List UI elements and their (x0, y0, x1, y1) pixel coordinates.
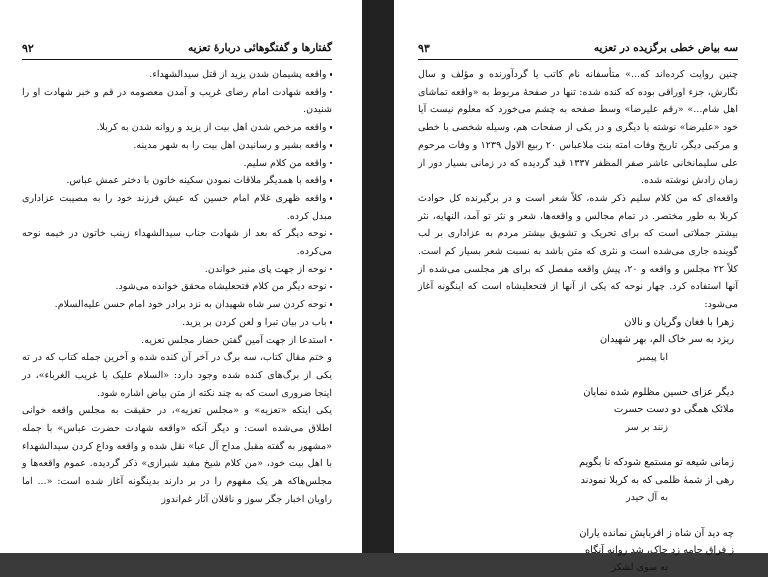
left-line-8: نوحه دیگر که بعد از شهادت جناب سیدالشهداء زینب خاتون در خیمه نوحه می‌کرده. (22, 228, 332, 258)
left-paragraph-1: و ختم مقال کتاب، سه برگ در آخر آن کنده شده و آخرین جمله کتاب که در ته یکی از برگ‌های کنده شده وجود دارد: «السلام علیک یا غریب الغرباء»، در اینجا ضروری است که به چند نکته از متن بیاض اشاره شود. (22, 352, 332, 399)
left-paragraph-2: یکی اینکه «تعزیه» و «مجلس تعزیه»، در حقیقت به مجلس واقعه خوانی اطلاق می‌شده است: و دیگر آنکه «واقعه شهادت حضرت عباس» با جمله «مشهور به گفته مقبل مداح آل عبا» نقل شده و واقعه وداع کردن سیدالشهداء با اهل بیت خود، «من کلام شیخ مفید شیرازی» ذکر گردیده. عموم واقعه‌ها و مجلس‌هاکه هر یک مفهوم را در بر دارند بدینگونه آغاز شده است: «... اما راویان اخبار جگر سوز و ناقلان آثار غم‌اندوز (22, 405, 332, 505)
right-page-number: ۹۳ (418, 41, 430, 55)
left-line-6: واقعه با همدیگر ملاقات نمودن سکینه خاتون با دختر عمش عباس. (22, 172, 332, 190)
left-page-number: ۹۲ (22, 41, 34, 55)
verse-refrain: زنند بر سر (625, 421, 668, 433)
left-header-rule (22, 59, 332, 60)
right-header-rule (418, 59, 738, 60)
verse-line: زهرا با فغان وگریان و نالان (624, 316, 734, 328)
left-line-10: نوحه دیگر من کلام فتحعلیشاه محقق خوانده می‌شود. (22, 278, 332, 296)
verse-line: چه دید آن شاه ز اقربایش نمانده یاران (579, 527, 734, 539)
left-line-3: واقعه مرخص شدن اهل بیت از یزید و روانه شدن به کربلا. (22, 119, 332, 137)
left-line-11: نوحه کردن سر شاه شهیدان به نزد برادر خود امام حسن علیه‌السلام. (22, 296, 332, 314)
right-page (394, 0, 768, 574)
verse-line: ریزد به سر خاک الم، بهر شهیدان (599, 334, 734, 346)
right-paragraph-1: چنین روایت کرده‌اند که...» متأسفانه نام کاتب یا گردآورنده و مؤلف و سال نگارش، جزء اوراقی بوده که کنده شده: تنها در صفحهٔ مربوط به «واقعه تماشای اهل شام...» «رقم علیرضا» وسط صفحه به چشم می‌خورد که معلوم نیست آیا خود «علیرضا» نوشته یا دیگری و در یکی از صفحات هم، وسیله شخصی با خطی و مرکبی دیگر، تاریخ وفات امته بنت ملاعباس ۲۰ ربیع الاول ۱۲۳۹ و وفات مرحوم علی سلیمانخانی عاشر صفر المظفر ۱۳۳۷ قید گردیده که در زمانی بسیار دور از زمان زادش نوشته شده. (418, 69, 739, 187)
left-line-2: واقعه شهادت امام رضای غریب و آمدن معصومه در قم و خبر شهادت او را شنیدن. (22, 86, 332, 116)
verse-refrain: ابا پیمبر (637, 351, 668, 363)
left-line-12: باب در بیان تبرا و لعن کردن بر یزید. (22, 314, 332, 332)
left-page (0, 0, 362, 553)
book-gutter (362, 0, 394, 553)
verse-line: زمانی شیعه تو مستمع شودکه تا بگویم (579, 457, 734, 469)
left-line-1: واقعه پشیمان شدن یزید از قتل سیدالشهداء. (22, 66, 332, 84)
left-line-13: استدعا از جهت آمین گفتن حضار مجلس تعزیه. (22, 332, 332, 350)
right-page-title: سه بیاض خطی برگزیده در تعزیه (593, 42, 738, 54)
right-paragraph-2: واقعه‌ای که من کلام سلیم ذکر شده، کلاً شعر است و در برگیرنده کل حوادث کربلا به طور مختصر. در تمام مجالس و واقعه‌ها، شعر و نثر تو آمد، النهایه، نثر بیشتر جملاتی است که برای تحریک و تشویق بیشتر مردم به عزاداری بر لب گوینده جاری می‌شده است و نثری که متن باشد به نسبت شعر بسیار کم است. کلاً ۲۲ مجلس و واقعه و ۲۰، پیش واقعه مفصل که برای هر مجلسی می‌شده از آنها استفاده کرد. چهار نوحه که یکی از آنها از فتحعلیشاه است که اینگونه آغاز می‌شود: (418, 192, 738, 311)
left-page-header (22, 40, 332, 56)
left-page-body (22, 66, 332, 509)
verse-line: ز فراق جامه زد چاک، شد روانه آنگاه (584, 544, 734, 556)
left-line-4: واقعه بشیر و رسانیدن اهل بیت را به شهر مدینه. (22, 137, 332, 155)
verse-line: رهی از شمهٔ ظلمی که به کربلا نمودند (580, 474, 734, 486)
verse-line: دیگر عزای حسین مظلوم شده نمایان (583, 387, 734, 399)
right-page-body (418, 66, 738, 577)
verse-line: ملائک همگی دو دست حسرت (613, 404, 734, 416)
verse-refrain: به سوی لشکر (611, 562, 668, 574)
verse-refrain: به آل حیدر (625, 492, 668, 504)
right-page-header (418, 40, 738, 56)
left-line-7: واقعه ظهری غلام امام حسین که عیش فرزند خود را به مصیبت عزاداری مبدل کرده. (22, 192, 332, 222)
left-line-5: واقعه من کلام سلیم. (22, 155, 332, 173)
left-line-9: نوحه از جهت پای منبر خواندن. (22, 261, 332, 279)
left-page-title: گفتارها و گفتگوهائی دربارهٔ تعزیه (187, 42, 332, 54)
